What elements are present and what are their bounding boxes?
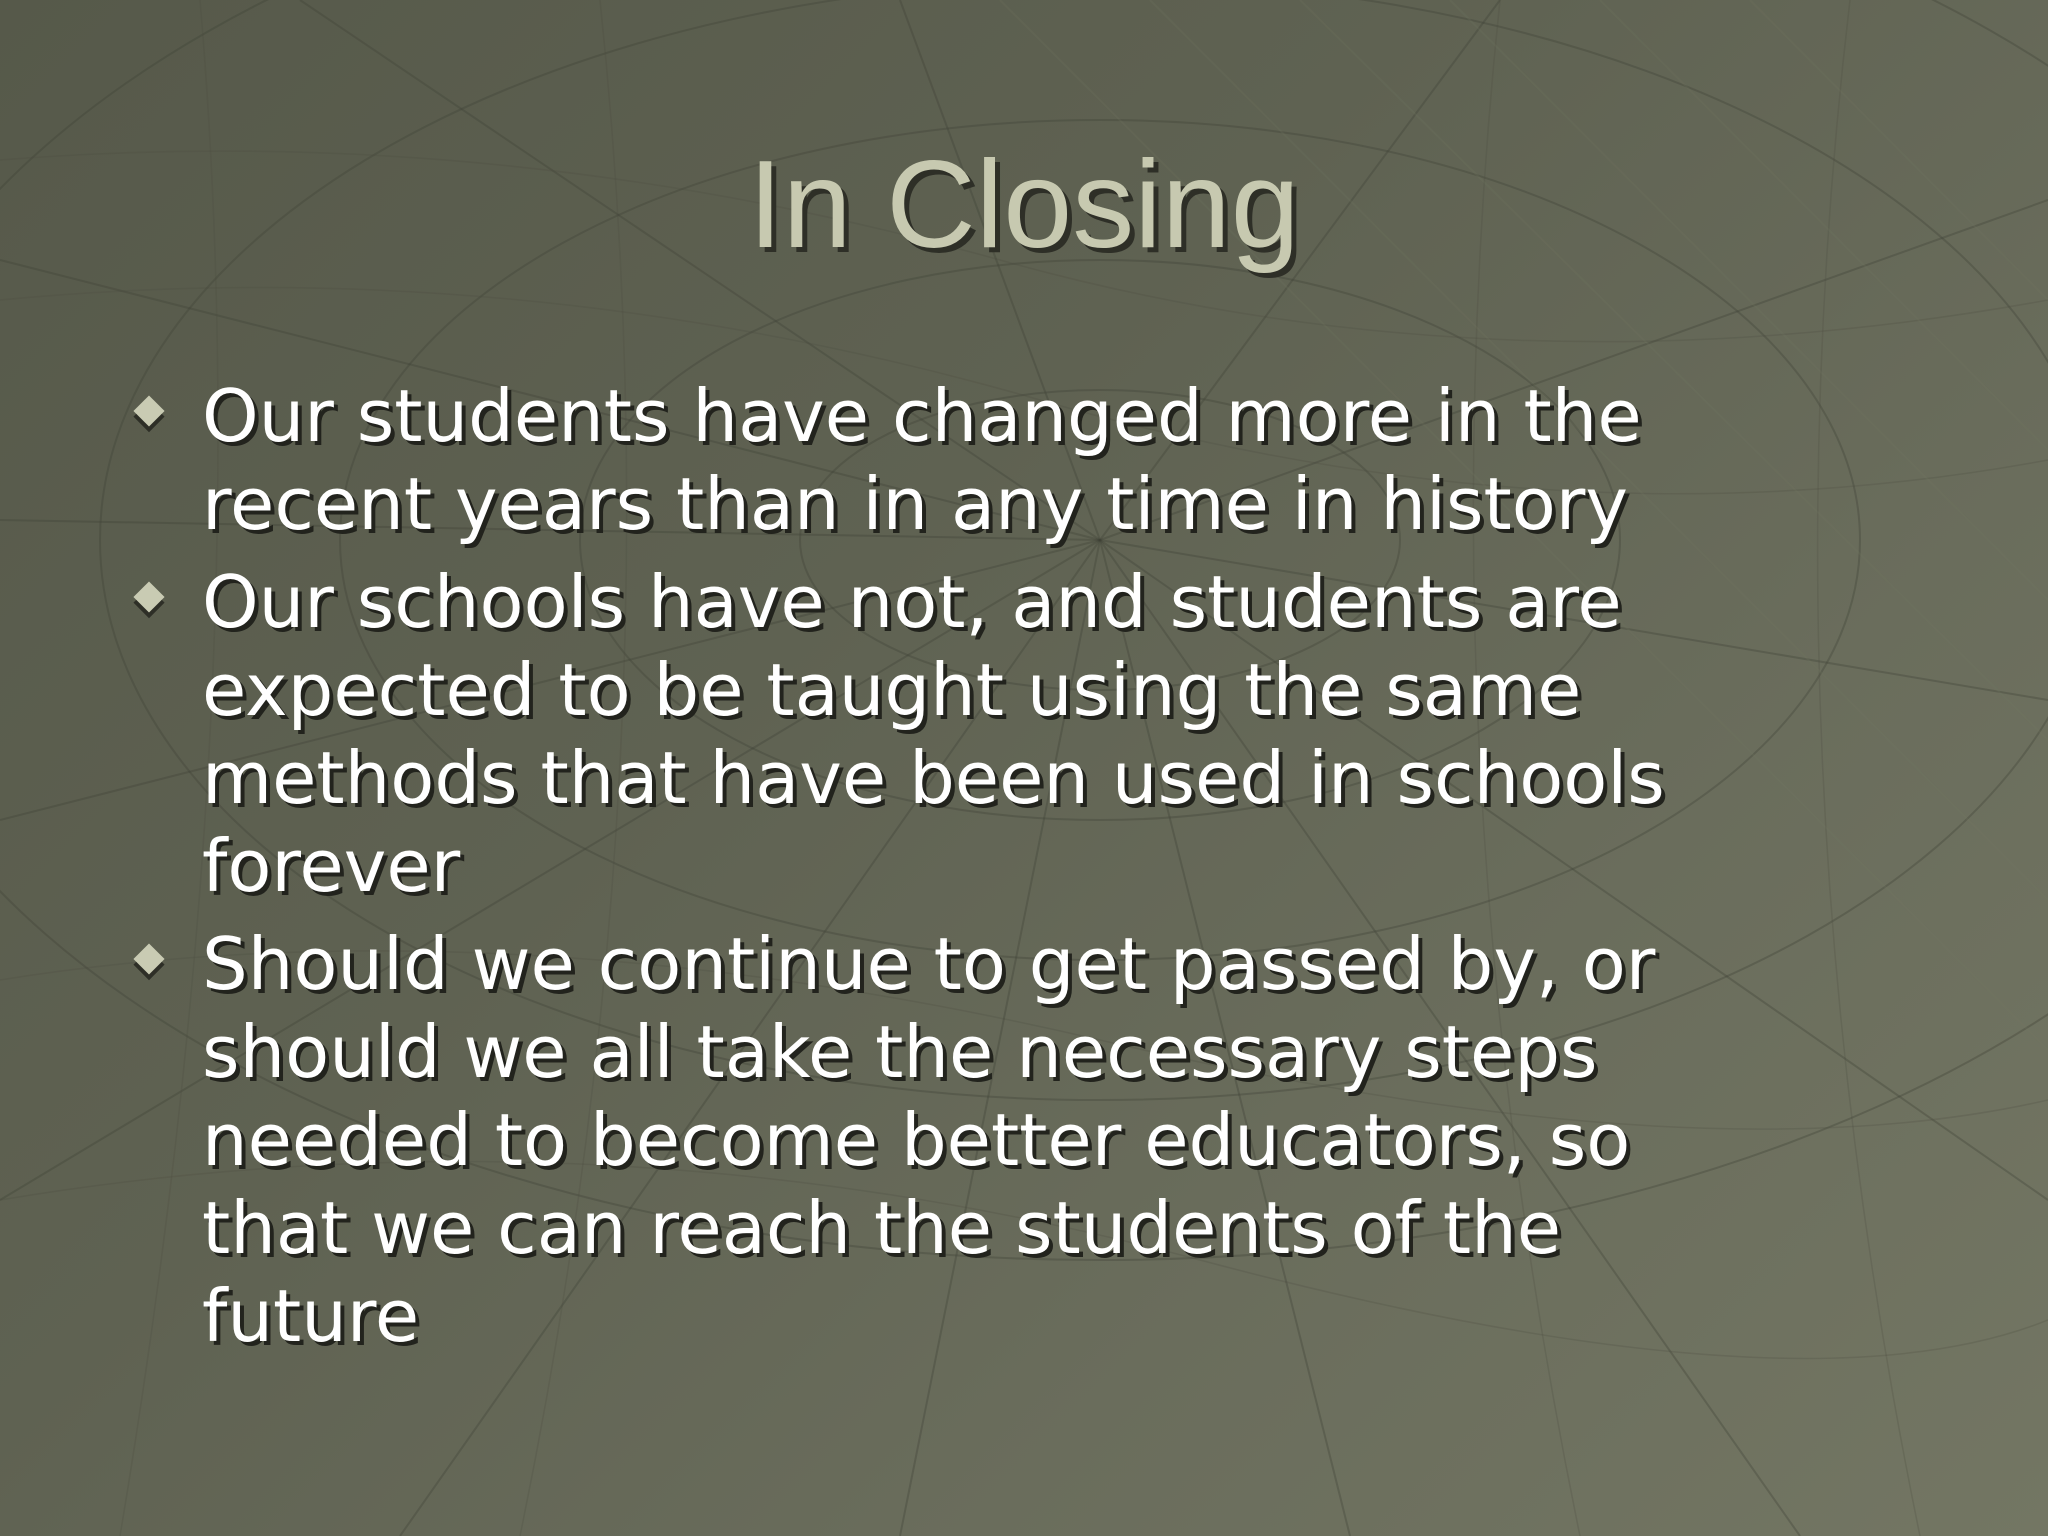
bullet-list — [120, 372, 1880, 1370]
diamond-bullet-icon — [133, 943, 164, 974]
slide-title: In Closing — [748, 136, 1300, 274]
bullet-item — [120, 372, 1880, 548]
bullet-text: Our students have changed more in the recent years than in any time in history — [202, 374, 1642, 546]
bullet-item — [120, 558, 1880, 910]
diamond-bullet-icon — [133, 395, 164, 426]
bullet-item — [120, 920, 1880, 1360]
diamond-bullet-icon — [133, 581, 164, 612]
bullet-text: Our schools have not, and students are expected to be taught using the same methods that have been used in schools forever — [202, 560, 1665, 908]
bullet-text: Should we continue to get passed by, or should we all take the necessary steps needed to become better educators, so that we can reach the students of the future — [202, 922, 1656, 1358]
